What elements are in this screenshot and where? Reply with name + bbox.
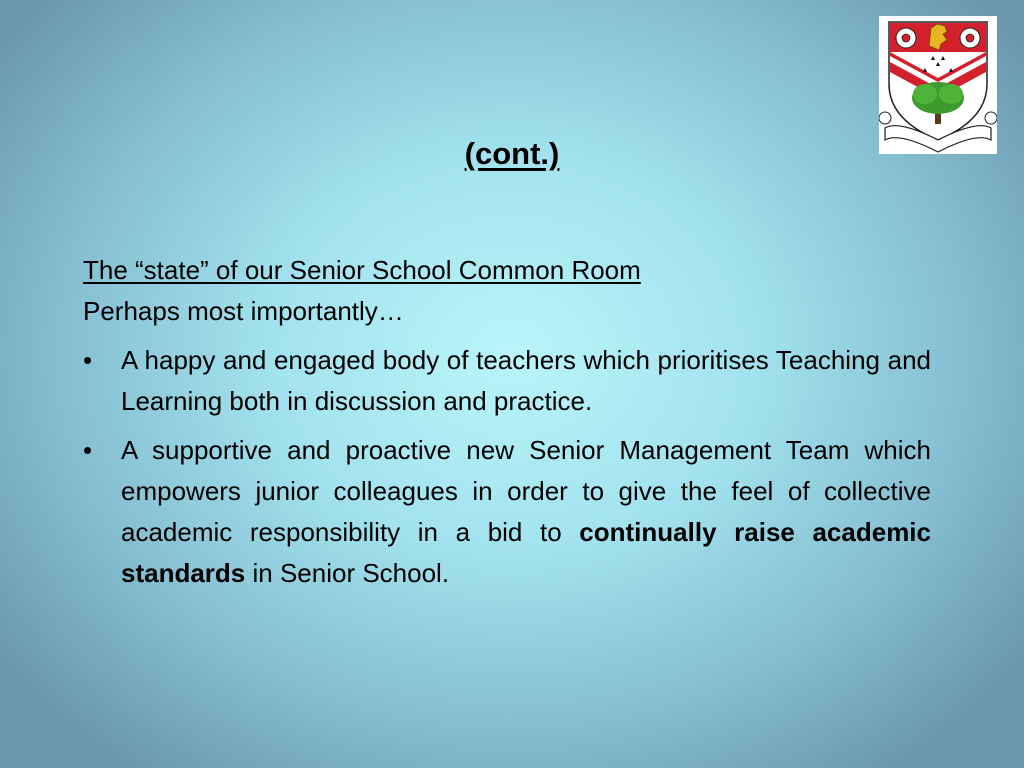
section-subheading: The “state” of our Senior School Common Room	[83, 255, 641, 285]
bullet-icon: •	[83, 345, 93, 375]
bullet-bold-text: continually raise academic standards	[121, 517, 931, 588]
rose-left-icon	[896, 28, 916, 48]
slide-title: (cont.)	[464, 136, 560, 171]
school-crest-icon	[879, 16, 997, 154]
bullet-trailing-text: in Senior School.	[245, 558, 450, 588]
intro-text: Perhaps most importantly…	[83, 296, 404, 326]
list-item	[83, 430, 931, 594]
bullet-text: A happy and engaged body of teachers which prioritises Teaching and Learning both in discussion and practice.	[121, 345, 931, 416]
list-item	[83, 340, 931, 422]
bullet-list	[83, 340, 931, 594]
school-crest	[879, 16, 997, 154]
slide-content	[83, 250, 931, 602]
bullet-icon: •	[83, 435, 93, 465]
rose-right-icon	[960, 28, 980, 48]
bullet-text: A supportive and proactive new Senior Management Team which empowers junior colleagues in order to give the feel of collective academic responsibility in a bid to	[121, 435, 931, 547]
